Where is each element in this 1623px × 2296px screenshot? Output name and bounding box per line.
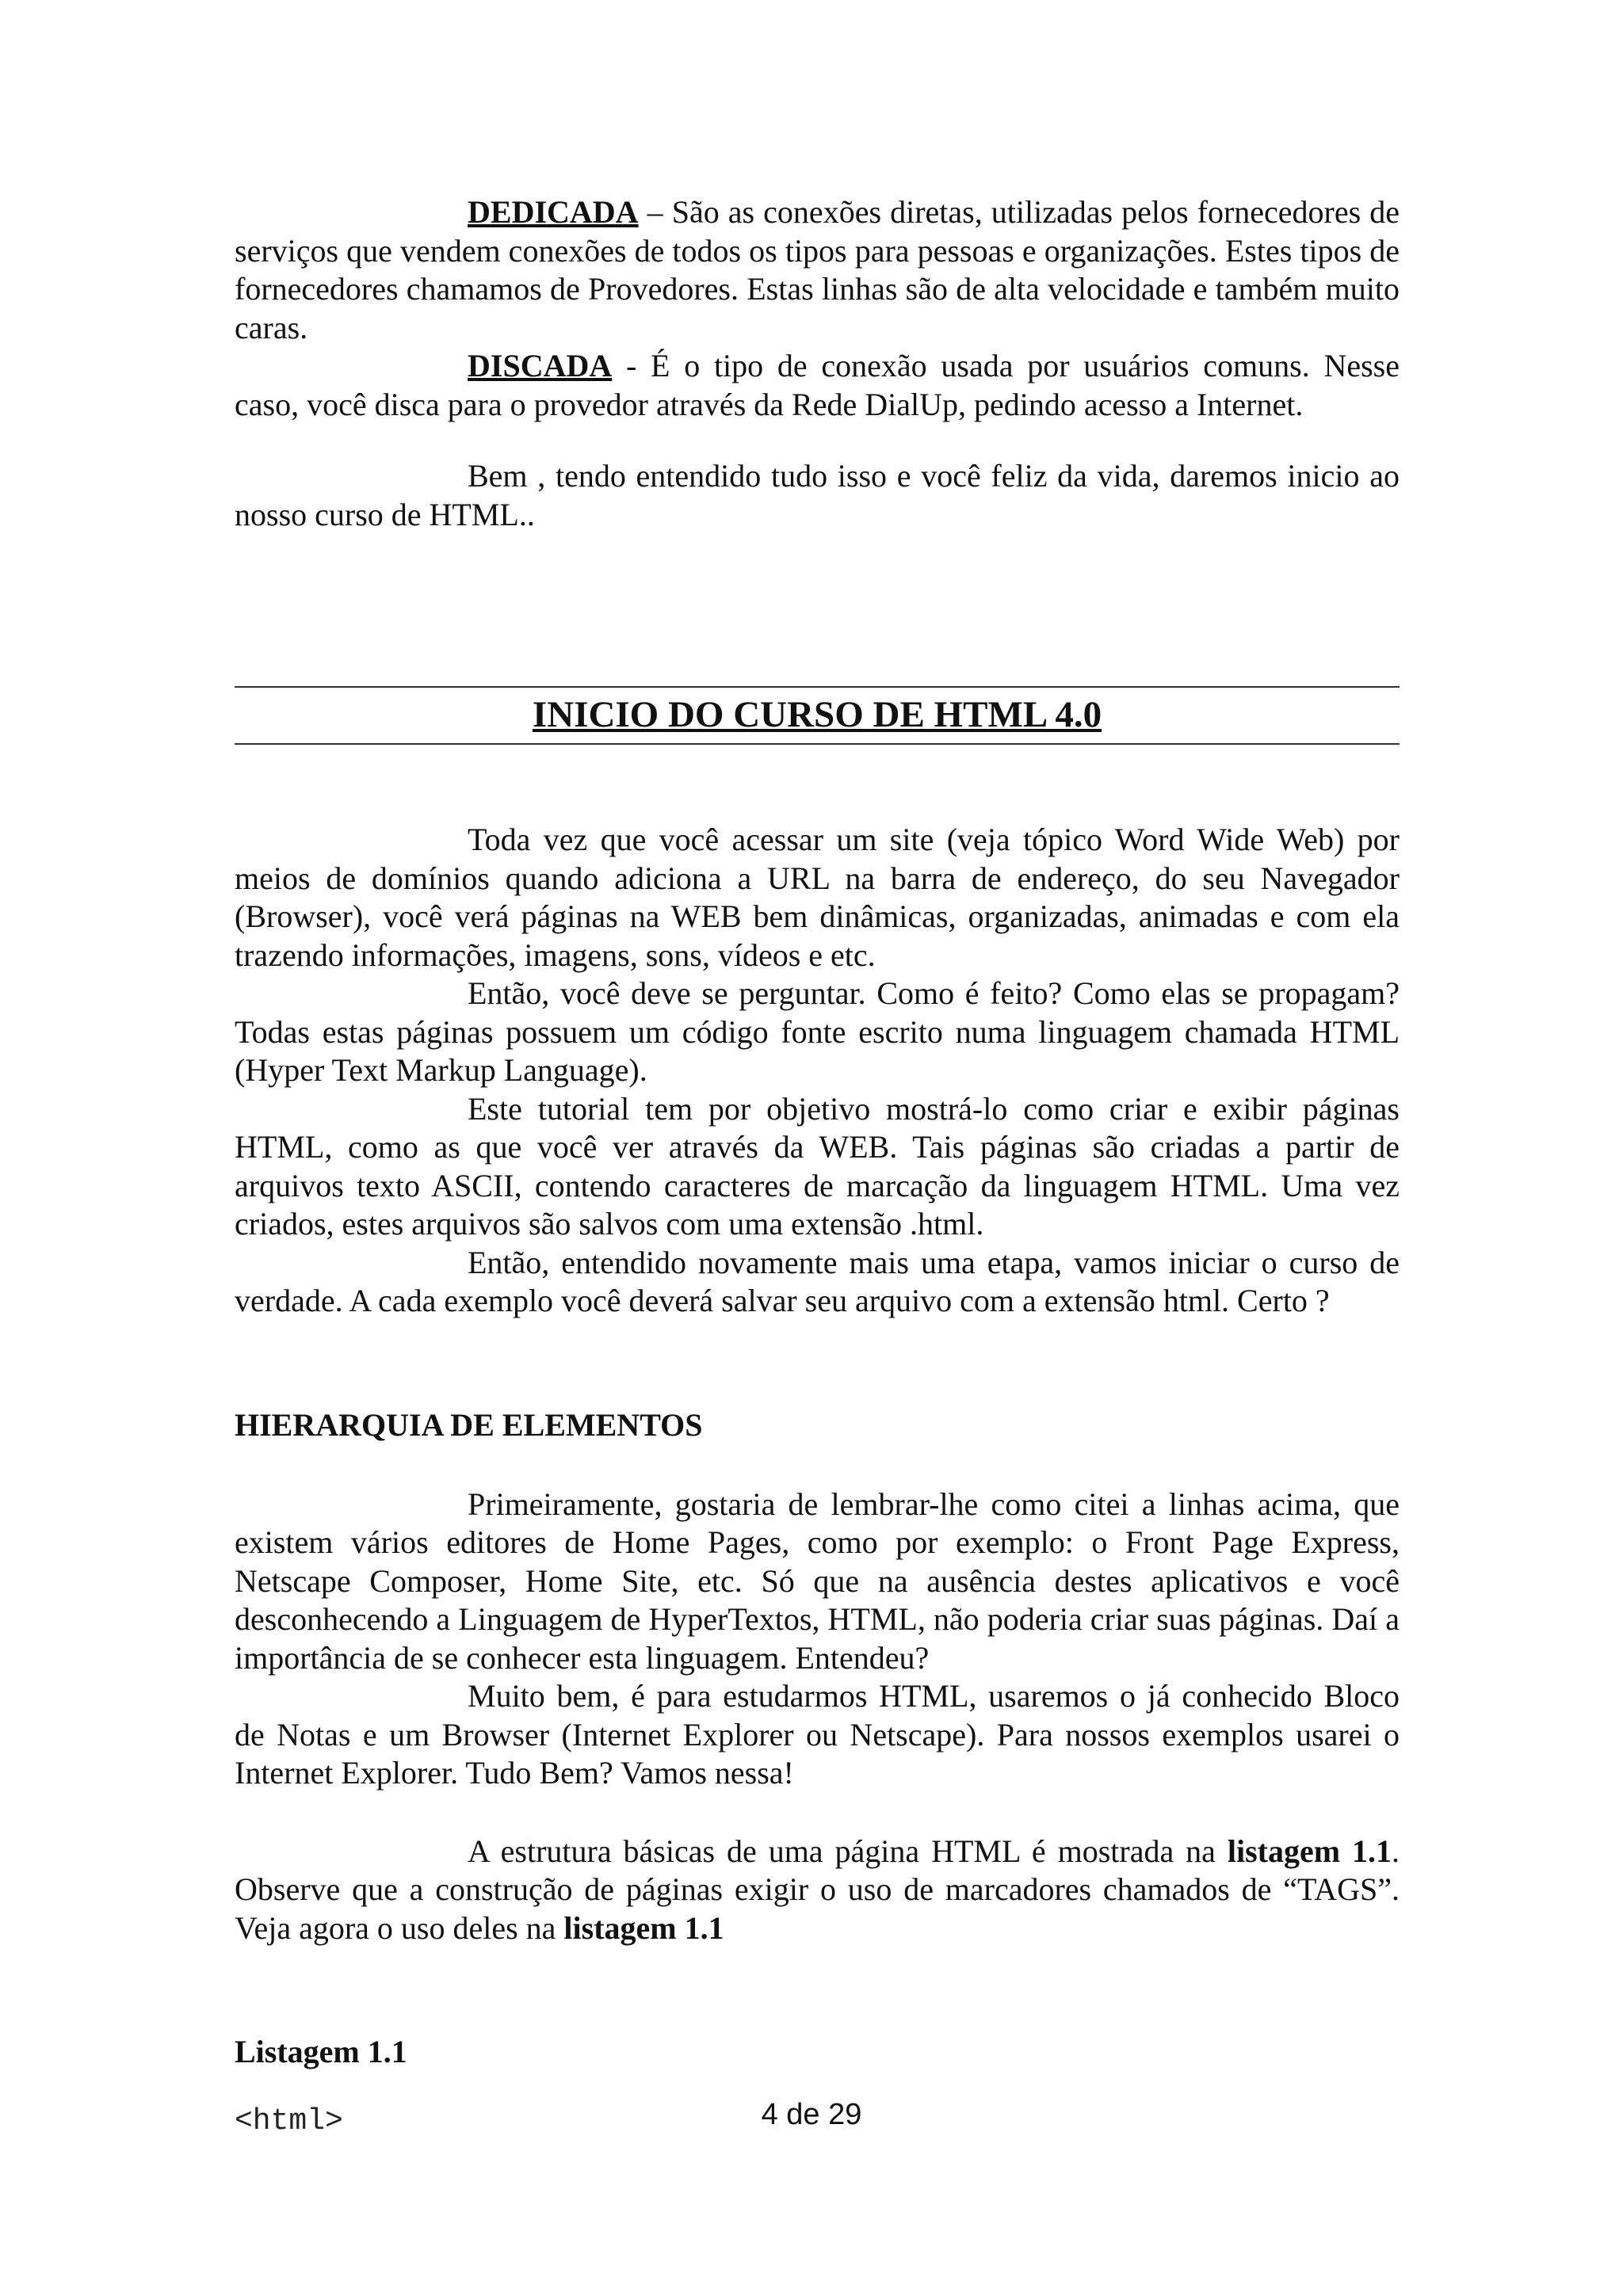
paragraph-hierarquia-3 (235, 1833, 1400, 1948)
paragraph-course-2: Então, você deve se perguntar. Como é feito? Como elas se propagam? Todas estas páginas possuem um código fonte escrito numa linguagem chamada HTML (Hyper Text Markup Language). (235, 975, 1400, 1088)
paragraph-closing: Bem , tendo entendido tudo isso e você feliz da vida, daremos inicio ao nosso curso de HTML.. (235, 458, 1400, 532)
page-number: 4 de 29 (761, 2098, 862, 2131)
paragraph-course-3: Este tutorial tem por objetivo mostrá-lo como criar e exibir páginas HTML, como as que você ver através da WEB. Tais páginas são criadas a partir de arquivos texto ASCII, contendo caracteres de marcação da linguagem HTML. Uma vez criados, estes arquivos são salvos com uma extensão .html. (235, 1090, 1400, 1241)
document-page (235, 193, 1400, 2141)
term-discada: DISCADA (468, 348, 613, 383)
paragraph-hierarquia-1: Primeiramente, gostaria de lembrar-lhe como citei a linhas acima, que existem vários editores de Home Pages, como por exemplo: o Front Page Express, Netscape Composer, Home Site, etc. Só que na ausência destes aplicativos e você desconhecendo a Linguagem de HyperTextos, HTML, não poderia criar suas páginas. Daí a importância de se conhecer esta linguagem. Entendeu? (235, 1486, 1400, 1676)
paragraph-hierarquia-2: Muito bem, é para estudarmos HTML, usaremos o já conhecido Bloco de Notas e um Browser (Internet Explorer ou Netscape). Para nossos exemplos usarei o Internet Explorer. Tudo Bem? Vamos nessa! (235, 1678, 1400, 1791)
course-heading: INICIO DO CURSO DE HTML 4.0 (235, 691, 1400, 745)
paragraph-course-4: Então, entendido novamente mais uma etapa, vamos iniciar o curso de verdade. A cada exemplo você deverá salvar seu arquivo com a extensão html. Certo ? (235, 1244, 1400, 1318)
code-line-html: <html> (235, 2104, 343, 2138)
p3-text-a: A estrutura básicas de uma página HTML é mostrada na (468, 1833, 1228, 1869)
paragraph-dedicada (235, 193, 1400, 347)
listing-ref-1: listagem 1.1 (1227, 1833, 1392, 1869)
dedicada-text: – São as conexões diretas, utilizadas pelos fornecedores de serviços que vendem conexões de todos os tipos para pessoas e organizações. Estes tipos de fornecedores chamamos de Provedores. Estas linhas são de alta velocidade e também muito caras. (235, 194, 1400, 345)
paragraph-discada (235, 347, 1400, 424)
listing-ref-2: listagem 1.1 (563, 1909, 724, 1946)
paragraph-course-1: Toda vez que você acessar um site (veja tópico Word Wide Web) por meios de domínios quando adiciona a URL na barra de endereço, do seu Navegador (Browser), você verá páginas na WEB bem dinâmicas, organizadas, animadas e com ela trazendo informações, imagens, sons, vídeos e etc. (235, 822, 1400, 973)
section-title-hierarquia: HIERARQUIA DE ELEMENTOS (235, 1406, 703, 1443)
discada-text: - É o tipo de conexão usada por usuários comuns. Nesse caso, você disca para o provedor através da Rede DialUp, pedindo acesso a Internet. (235, 348, 1400, 422)
heading-block (235, 686, 1400, 745)
term-dedicada: DEDICADA (468, 194, 639, 230)
listing-title: Listagem 1.1 (235, 2034, 407, 2069)
p3-text-c: . Observe que a construção de páginas exigir o uso de marcadores chamados de “TAGS”. Veja agora o uso deles na (235, 1833, 1400, 1946)
